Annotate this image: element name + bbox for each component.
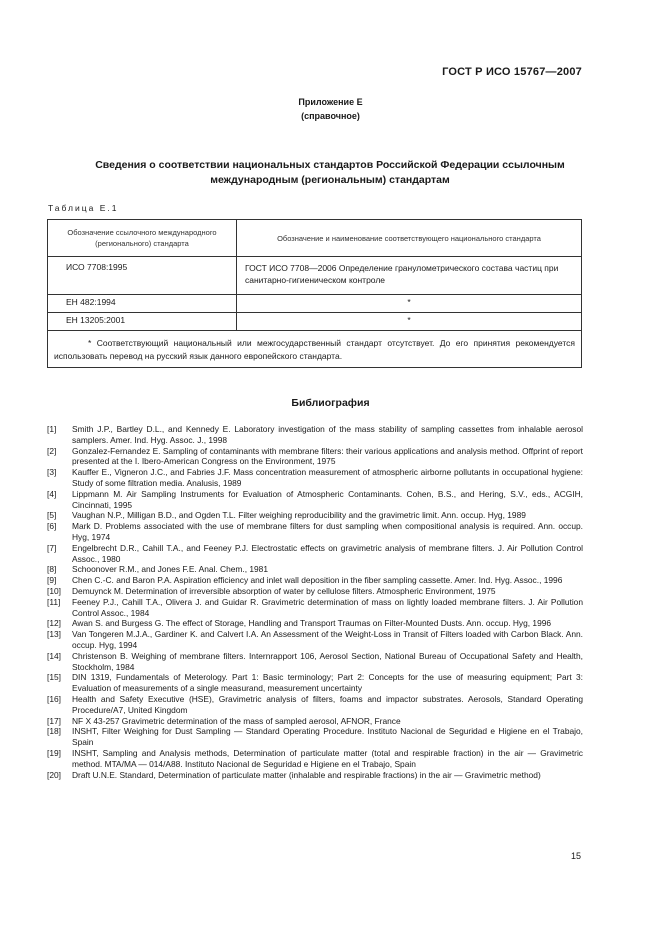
bibliography-item (47, 521, 583, 543)
bibliography-item (47, 694, 583, 716)
bibliography-item-number: [13] (47, 629, 61, 640)
bibliography-item-number: [3] (47, 467, 57, 478)
bibliography-item (47, 510, 583, 521)
annex-subtitle: (справочное) (301, 111, 360, 121)
bibliography-item (47, 629, 583, 651)
bibliography-item (47, 726, 583, 748)
bibliography-list (47, 424, 583, 780)
bibliography-item (47, 543, 583, 565)
section-title-line-1: Сведения о соответствии национальных стандартов Российской Федерации ссылочным (95, 159, 565, 171)
bibliography-item-number: [12] (47, 618, 61, 629)
bibliography-item-text: DIN 1319, Fundamentals of Meterology. Part 1: Basic terminology; Part 2: Concepts for the use of measuring equipment; Part 3: Evaluation of measurements of a single measurand, measurement uncertainty (72, 672, 583, 694)
header-national-standard: Обозначение и наименование соответствующего национального стандарта (237, 220, 582, 257)
bibliography-item (47, 672, 583, 694)
bibliography-item-text: Mark D. Problems associated with the use of membrane filters for dust sampling when compositional analysis is required. Ann. occup. Hyg, 1974 (72, 521, 583, 542)
bibliography-item (47, 748, 583, 770)
annex-heading (0, 95, 661, 123)
intl-standard-cell: ЕН 13205:2001 (48, 313, 237, 331)
national-standard-cell: * (237, 295, 582, 313)
bibliography-item (47, 489, 583, 511)
bibliography-item-number: [4] (47, 488, 57, 499)
annex-title: Приложение Е (298, 97, 363, 107)
bibliography-item-text: Smith J.P., Bartley D.L., and Kennedy E. Laboratory investigation of the mass stability of sampling cassettes from inhalable aerosol samplers. Amer. Ind. Hyg. Assoc. J., 1998 (72, 424, 583, 445)
table-row (48, 295, 582, 313)
bibliography-item (47, 586, 583, 597)
bibliography-item-number: [18] (47, 726, 61, 737)
table-footnote: * Соответствующий национальный или межгосударственный стандарт отсутствует. До его принятия рекомендуется использовать перевод на русский язык данного европейского стандарта. (48, 331, 582, 368)
document-code: ГОСТ Р ИСО 15767—2007 (442, 66, 582, 78)
bibliography-item-number: [20] (47, 769, 61, 780)
bibliography-item (47, 597, 583, 619)
bibliography-item (47, 575, 583, 586)
bibliography-item-number: [9] (47, 575, 57, 586)
section-title (40, 158, 620, 188)
bibliography-item (47, 446, 583, 468)
bibliography-item-text: INSHT, Sampling and Analysis methods, Determination of particulate matter (total and respirable fraction) in the air — Gravimetric method. MTA/MA — 014/A88. Instituto Nacional de Seguridad e Higiene en el Trabajo, Spain (72, 747, 583, 769)
bibliography-item-number: [14] (47, 650, 61, 661)
bibliography-item-text: Feeney P.J., Cahill T.A., Olivera J. and Guidar R. Gravimetric determination of mass on lightly loaded membrane filters. J. Air Pollution Control Assoc., 1984 (72, 596, 583, 618)
bibliography-item-number: [10] (47, 585, 61, 596)
bibliography-item-text: Kauffer E., Vigneron J.C., and Fabries J.F. Mass concentration measurement of atmospheric airborne pollutants in occupational hygiene: Study of some filtration media. Analusis, 1989 (72, 467, 583, 488)
bibliography-item-number: [8] (47, 564, 57, 575)
bibliography-item (47, 651, 583, 673)
bibliography-item (47, 716, 583, 727)
bibliography-item-number: [1] (47, 424, 57, 434)
bibliography-item-number: [5] (47, 510, 57, 521)
bibliography-item-text: Christenson B. Weighing of membrane filters. Internrapport 106, Aerosol Section, National Bureau of Occupational Safety and Health, Stockholm, 1984 (72, 650, 583, 672)
national-standard-cell: ГОСТ ИСО 7708—2006 Определение гранулометрического состава частиц при санитарно-гигиеническом контроле (237, 257, 582, 295)
header-intl-standard: Обозначение ссылочного международного (регионального) стандарта (48, 220, 237, 257)
standards-table (47, 219, 582, 368)
bibliography-item-text: INSHT, Filter Weighing for Dust Sampling — Standard Operating Procedure. Instituto Nacional de Seguridad e Higiene en el Trabajo, Spain (72, 726, 583, 748)
intl-standard-cell: ИСО 7708:1995 (48, 257, 237, 295)
page-number: 15 (570, 851, 581, 861)
bibliography-item-number: [2] (47, 445, 57, 456)
bibliography-item-text: Lippmann M. Air Sampling Instruments for Evaluation of Atmospheric Contaminants. Cohen, B.S., and Hering, S.V., eds., ACGIH, Cincinnati, 1995 (72, 488, 583, 510)
table-label: Таблица Е.1 (48, 203, 119, 213)
bibliography-item-text: Engelbrecht D.R., Cahill T.A., and Feeney P.J. Electrostatic effects on gravimetric analysis of membrane filters. J. Air Pollution Control Assoc., 1980 (72, 542, 583, 564)
bibliography-item-text: Van Tongeren M.J.A., Gardiner K. and Calvert I.A. An Assessment of the Weight-Loss in Transit of Filters loaded with Carbon Black. Ann. occup. Hyg, 1994 (72, 629, 583, 650)
bibliography-item-number: [11] (47, 596, 61, 607)
bibliography-item-text: NF X 43-257 Gravimetric determination of the mass of sampled aerosol, AFNOR, France (72, 715, 401, 726)
bibliography-title: Библиография (291, 397, 370, 409)
table-row (48, 257, 582, 295)
bibliography-item-number: [7] (47, 542, 57, 553)
section-title-line-2: международным (региональным) стандартам (210, 174, 450, 186)
table-note-row (48, 331, 582, 368)
bibliography-item (47, 770, 583, 781)
bibliography-item-text: Vaughan N.P., Milligan B.D., and Ogden T.L. Filter weighing reproducibility and the gravimetric limit. Ann. occup. Hyg, 1989 (72, 510, 526, 521)
bibliography-item (47, 467, 583, 489)
bibliography-item (47, 424, 583, 446)
intl-standard-cell: ЕН 482:1994 (48, 295, 237, 313)
bibliography-item-number: [6] (47, 521, 57, 532)
bibliography-item (47, 618, 583, 629)
bibliography-item-number: [15] (47, 672, 61, 683)
bibliography-item-text: Gonzalez-Fernandez E. Sampling of contaminants with membrane filters: their various applications and analysis method. Offprint of report presented at the I. Ibero-American Congress on the Environment, 1975 (72, 445, 583, 467)
bibliography-item-text: Awan S. and Burgess G. The effect of Storage, Handling and Transport Traumas on Filter-Mounted Dusts. Ann. occup. Hyg, 1996 (72, 618, 552, 629)
bibliography-item (47, 564, 583, 575)
table-row (48, 313, 582, 331)
bibliography-item-text: Chen C.-C. and Baron P.A. Aspiration efficiency and inlet wall deposition in the fiber sampling cassette. Amer. Ind. Hyg. Assoc., 1996 (72, 575, 563, 586)
bibliography-item-text: Health and Safety Executive (HSE), Gravimetric analysis of filters, foams and impactor substrates. Aerosols, Standard Operating Procedure/A7, United Kingdom (72, 693, 583, 715)
national-standard-cell: * (237, 313, 582, 331)
bibliography-item-number: [19] (47, 747, 61, 758)
bibliography-item-text: Draft U.N.E. Standard, Determination of particulate matter (inhalable and respirable fractions) in the air — Gravimetric method) (72, 769, 541, 780)
bibliography-item-number: [17] (47, 715, 61, 726)
table-header-row (48, 220, 582, 257)
bibliography-item-text: Demuynck M. Determination of irreversible absorption of water by cellulose filters. Atmospheric Environment, 1975 (72, 585, 496, 596)
bibliography-item-number: [16] (47, 693, 61, 704)
bibliography-item-text: Schoonover R.M., and Jones F.E. Anal. Chem., 1981 (72, 564, 268, 575)
